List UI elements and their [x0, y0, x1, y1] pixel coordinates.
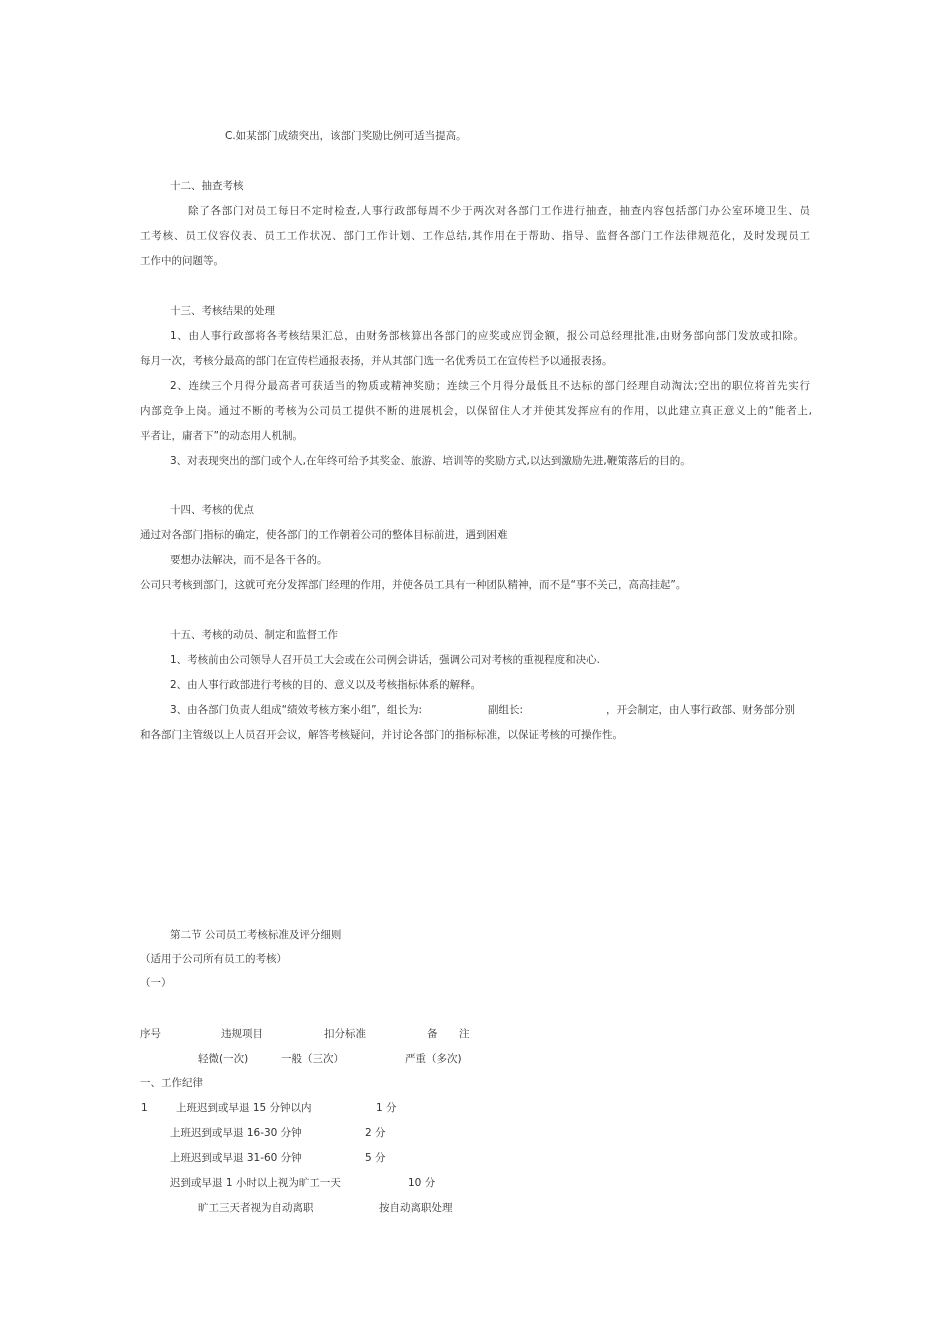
- section-13-item-2c: 平者让，庸者下”的动态用人机制。: [140, 430, 303, 442]
- section-15-item-3-deputy: 副组长:: [488, 704, 524, 716]
- table-header-light: 轻微(一次): [198, 1053, 249, 1065]
- section-15-item-1: 1、考核前由公司领导人召开员工大会或在公司例会讲话，强调公司对考核的重视程度和决心.: [170, 654, 601, 666]
- section-13-item-1a: 1、由人事行政部将各考核结果汇总，由财务部核算出各部门的应奖或应罚金额，报公司总经理批准,由财务部向部门发放或扣除。: [170, 330, 804, 342]
- table-row-4-item: 迟到或早退 1 小时以上视为旷工一天: [170, 1177, 341, 1189]
- section-14-line-2: 要想办法解决，而不是各干各的。: [170, 554, 328, 566]
- section-15-item-3-tail: ，开会制定，由人事行政部、财务部分别: [606, 704, 795, 716]
- section-15-item-2: 2、由人事行政部进行考核的目的、意义以及考核指标体系的解释。: [170, 679, 482, 691]
- table-header-severe: 严重（多次): [405, 1053, 462, 1065]
- section-15-item-3-leader: 3、由各部门负责人组成“绩效考核方案小组”，组长为:: [170, 704, 423, 716]
- table-header-standard: 扣分标准: [324, 1028, 366, 1040]
- section-15-item-3-cont: 和各部门主管级以上人员召开会议，解答考核疑问，并讨论各部门的指标标准，以保证考核的可操作性。: [140, 729, 623, 741]
- table-category: 一、工作纪律: [140, 1077, 203, 1089]
- table-header-normal: 一般（三次）: [281, 1053, 344, 1065]
- table-row-1-item: 上班迟到或早退 15 分钟以内: [176, 1102, 312, 1114]
- section-13-item-3: 3、对表现突出的部门或个人,在年终可给予其奖金、旅游、培训等的奖励方式,以达到激励先进,鞭策落后的目的。: [170, 455, 691, 467]
- table-row-4-points: 10 分: [408, 1177, 436, 1189]
- section-13-item-2b: 内部竞争上岗。通过不断的考核为公司员工提供不断的进展机会，以保留住人才并使其发挥应有的作用，以此建立真正意义上的“能者上,: [140, 405, 812, 417]
- section-13-item-1b: 每月一次，考核分最高的部门在宣传栏通报表扬，并从其部门选一名优秀员工在宣传栏予以通报表扬。: [140, 355, 613, 367]
- table-header-no: 序号: [140, 1028, 161, 1040]
- section-13-item-2a: 2、连续三个月得分最高者可获适当的物质或精神奖励；连续三个月得分最低且不达标的部门经理自动淘汰;空出的职位将首先实行: [170, 380, 810, 392]
- section-13-title: 十三、考核结果的处理: [170, 305, 275, 317]
- section-12-line-3: 工作中的问题等。: [140, 255, 224, 267]
- section-12-line-2: 工考核、员工仪容仪表、员工工作状况、部门工作计划、工作总结,其作用在于帮助、指导、监督各部门工作法律规范化，及时发现员工: [140, 230, 810, 242]
- chapter-title: 第二节 公司员工考核标准及评分细则: [170, 929, 342, 941]
- section-14-line-3: 公司只考核到部门，这就可充分发挥部门经理的作用，并使各员工具有一种团队精神，而不是“事不关己，高高挂起”。: [140, 579, 687, 591]
- table-row-2-item: 上班迟到或早退 16-30 分钟: [170, 1127, 302, 1139]
- section-12-title: 十二、抽查考核: [170, 180, 244, 192]
- table-row-1-no: 1: [141, 1102, 148, 1114]
- section-14-line-1: 通过对各部门指标的确定，使各部门的工作朝着公司的整体目标前进，遇到困难: [140, 529, 508, 541]
- table-header-item: 违规项目: [221, 1028, 263, 1040]
- section-14-title: 十四、考核的优点: [170, 504, 254, 516]
- table-row-2-points: 2 分: [365, 1127, 386, 1139]
- section-12-line-1: 除了各部门对员工每日不定时检查,人事行政部每周不少于两次对各部门工作进行抽查，抽查内容包括部门办公室环境卫生、员: [188, 205, 810, 217]
- clause-c: C.如某部门成绩突出，该部门奖励比例可适当提高。: [225, 130, 467, 142]
- table-row-1-points: 1 分: [376, 1102, 397, 1114]
- chapter-part: （一）: [140, 977, 172, 989]
- table-row-5-item: 旷工三天者视为自动离职: [198, 1202, 314, 1214]
- table-header-note-1: 备: [427, 1028, 438, 1040]
- table-row-5-points: 按自动离职处理: [379, 1202, 453, 1214]
- table-header-note-2: 注: [459, 1028, 470, 1040]
- chapter-scope: （适用于公司所有员工的考核）: [140, 953, 287, 965]
- table-row-3-points: 5 分: [365, 1152, 386, 1164]
- table-row-3-item: 上班迟到或早退 31-60 分钟: [170, 1152, 302, 1164]
- section-15-title: 十五、考核的动员、制定和监督工作: [170, 629, 338, 641]
